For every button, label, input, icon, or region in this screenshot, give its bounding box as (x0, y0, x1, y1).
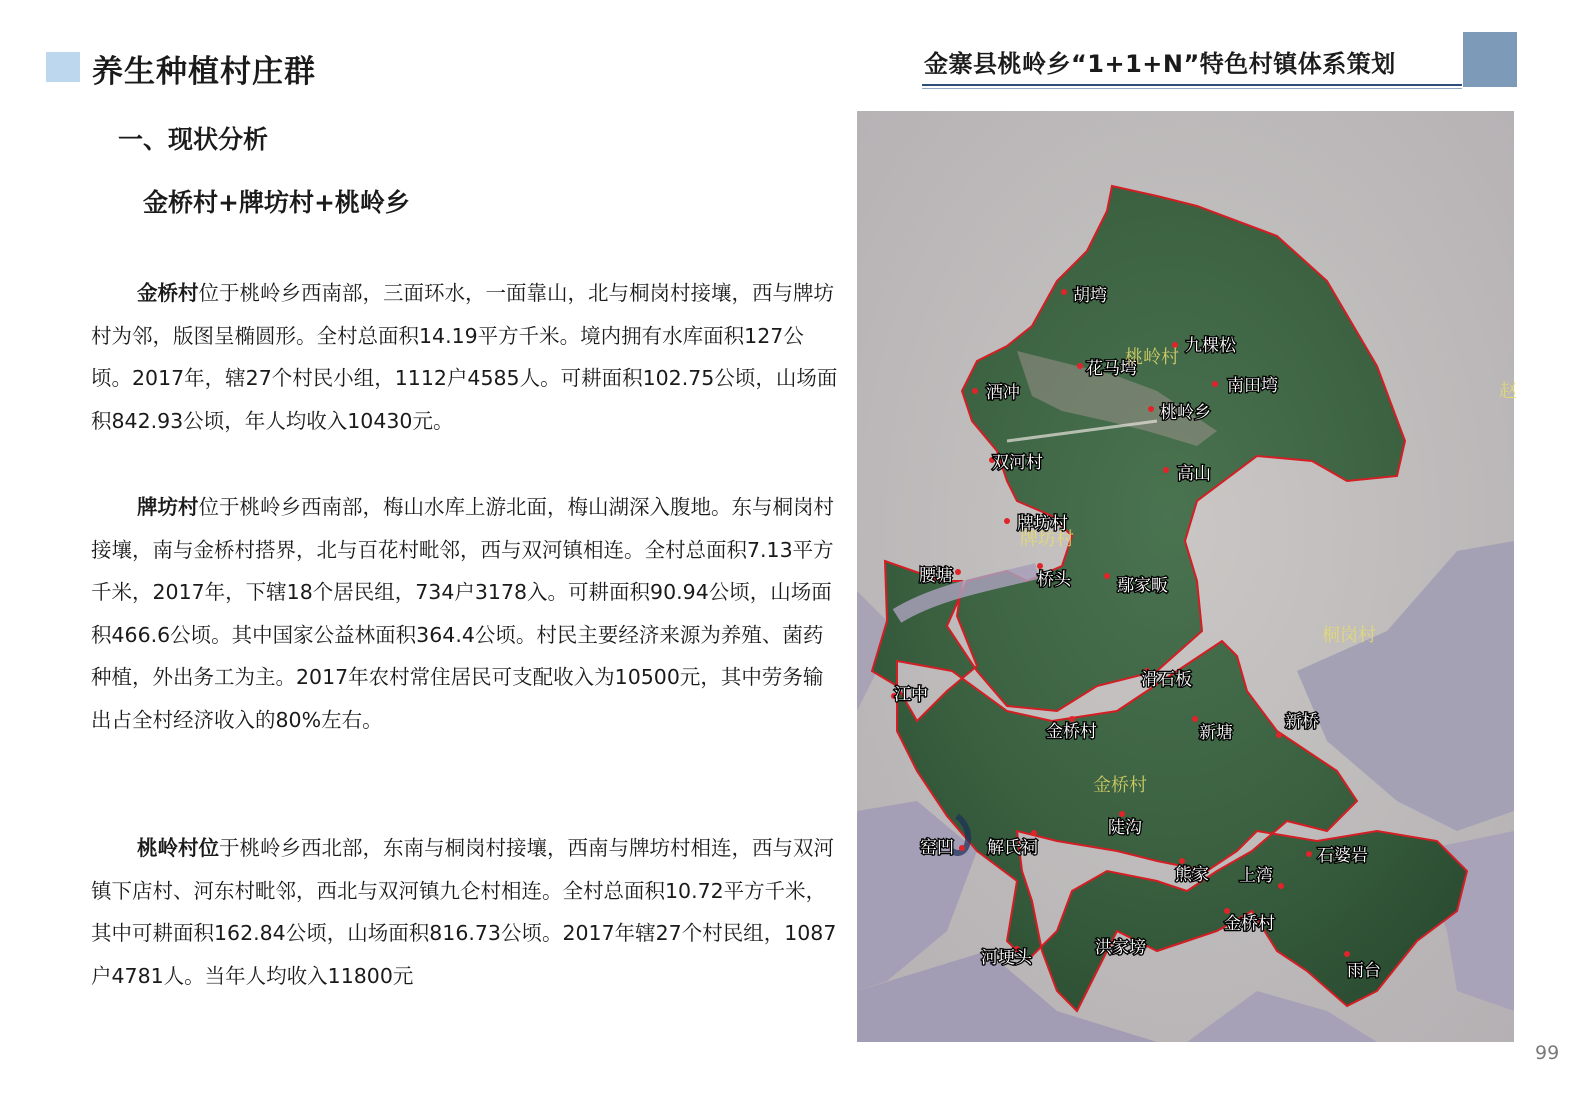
place-marker (972, 388, 978, 394)
place-marker (1031, 830, 1037, 836)
place-marker (1306, 851, 1312, 857)
place-label: 胡塆 (1073, 286, 1107, 306)
place-label: 窑凹 (920, 838, 954, 858)
place-label: 陡沟 (1108, 818, 1142, 838)
place-label: 石婆岩 (1317, 846, 1368, 866)
faded-village-label: 金桥村 (1093, 775, 1147, 796)
title-marker (46, 52, 80, 82)
section-heading: 一、现状分析 (118, 125, 269, 154)
place-label: 金桥村 (1046, 722, 1097, 742)
place-label: 南田塆 (1227, 376, 1278, 396)
paragraph-body: 位于桃岭乡西南部，梅山水库上游北面，梅山湖深入腹地。东与桐岗村接壤，南与金桥村搭界，北与百花村毗邻，西与双河镇相连。全村总面积7.13平方千米，2017年，下辖18个居民组，734户3178入。可耕面积90.94公顷，山场面积466.6公顷。其中国家公益林面积364.4公顷。村民主要经济来源为养殖、菌药种植，外出务工为主。2017年农村常住居民可支配收入为10500元，其中劳务输出占全村经济收入的80%左右。 (91, 495, 834, 732)
place-label: 酒冲 (986, 383, 1020, 403)
place-marker (1077, 363, 1083, 369)
place-label: 洪家塝 (1095, 938, 1146, 958)
place-marker (1212, 381, 1218, 387)
satellite-map (857, 111, 1517, 1042)
place-marker (1061, 289, 1067, 295)
place-marker (1004, 518, 1010, 524)
header-title: 金寨县桃岭乡“1+1+N”特色村镇体系策划 (924, 50, 1396, 78)
place-label: 河埂头 (981, 948, 1032, 968)
place-marker (1192, 716, 1198, 722)
place-label: 高山 (1177, 464, 1211, 484)
page-number: 99 (1535, 1042, 1560, 1064)
place-label: 双河村 (992, 453, 1043, 473)
paragraph-jinqiao (91, 272, 841, 442)
place-label: 九棵松 (1185, 336, 1236, 356)
paragraph-body: 于桃岭乡西北部，东南与桐岗村接壤，西南与牌坊村相连，西与双河镇下店村、河东村毗邻，西北与双河镇九仑村相连。全村总面积10.72平方千米，其中可耕面积162.84公顷，山场面积816.73公顷。2017年辖27个村民组，1087户4781人。当年人均收入11800元 (91, 836, 837, 988)
paragraph-paifang (91, 486, 841, 742)
page-title: 养生种植村庄群 (92, 54, 316, 90)
place-marker (1148, 406, 1154, 412)
place-label: 金桥村 (1224, 914, 1275, 934)
place-label: 江中 (894, 685, 928, 705)
satellite-map-svg (857, 111, 1517, 1042)
header-rule (922, 84, 1462, 86)
faded-village-label: 牌坊村 (1020, 529, 1074, 550)
paragraph-lead: 牌坊村 (137, 495, 199, 519)
paragraph-lead: 桃岭村位 (137, 836, 219, 860)
header-accent-block (1463, 32, 1517, 87)
place-marker (1163, 467, 1169, 473)
place-label: 熊家 (1175, 865, 1209, 885)
faded-village-label: 桃岭村 (1125, 347, 1179, 368)
place-label: 雨台 (1347, 961, 1381, 981)
place-marker (959, 845, 965, 851)
place-marker (1119, 811, 1125, 817)
paragraph-body: 位于桃岭乡西南部，三面环水，一面靠山，北与桐岗村接壤，西与牌坊村为邻，版图呈椭圆形。全村总面积14.19平方千米。境内拥有水库面积127公顷。2017年，辖27个村民小组，1112户4585人。可耕面积102.75公顷，山场面积842.93公顷，年人均收入10430元。 (91, 281, 838, 433)
place-label: 解氏祠 (987, 838, 1038, 858)
place-label: 腰塘 (919, 566, 953, 586)
place-label: 新塘 (1199, 723, 1233, 743)
faded-village-label: 赵 (1499, 381, 1517, 402)
paragraph-taoling (91, 827, 841, 997)
place-marker (1278, 883, 1284, 889)
place-label: 花马塆 (1086, 359, 1137, 379)
place-marker (1344, 951, 1350, 957)
place-label: 牌坊村 (1017, 514, 1068, 534)
sub-heading: 金桥村+牌坊村+桃岭乡 (143, 188, 410, 217)
faded-village-label: 桐岗村 (1322, 625, 1376, 646)
place-label: 滑石板 (1141, 670, 1192, 690)
header-rule-thin (922, 88, 1462, 89)
place-marker (1037, 563, 1043, 569)
place-marker (1276, 732, 1282, 738)
place-label: 上湾 (1239, 866, 1273, 886)
place-label: 桃岭乡 (1160, 403, 1211, 423)
place-label: 新桥 (1285, 712, 1319, 732)
place-marker (955, 569, 961, 575)
place-label: 桥头 (1037, 570, 1071, 590)
place-label: 鄢家畈 (1117, 576, 1168, 596)
place-marker (1179, 858, 1185, 864)
place-marker (1104, 573, 1110, 579)
paragraph-lead: 金桥村 (137, 281, 199, 305)
